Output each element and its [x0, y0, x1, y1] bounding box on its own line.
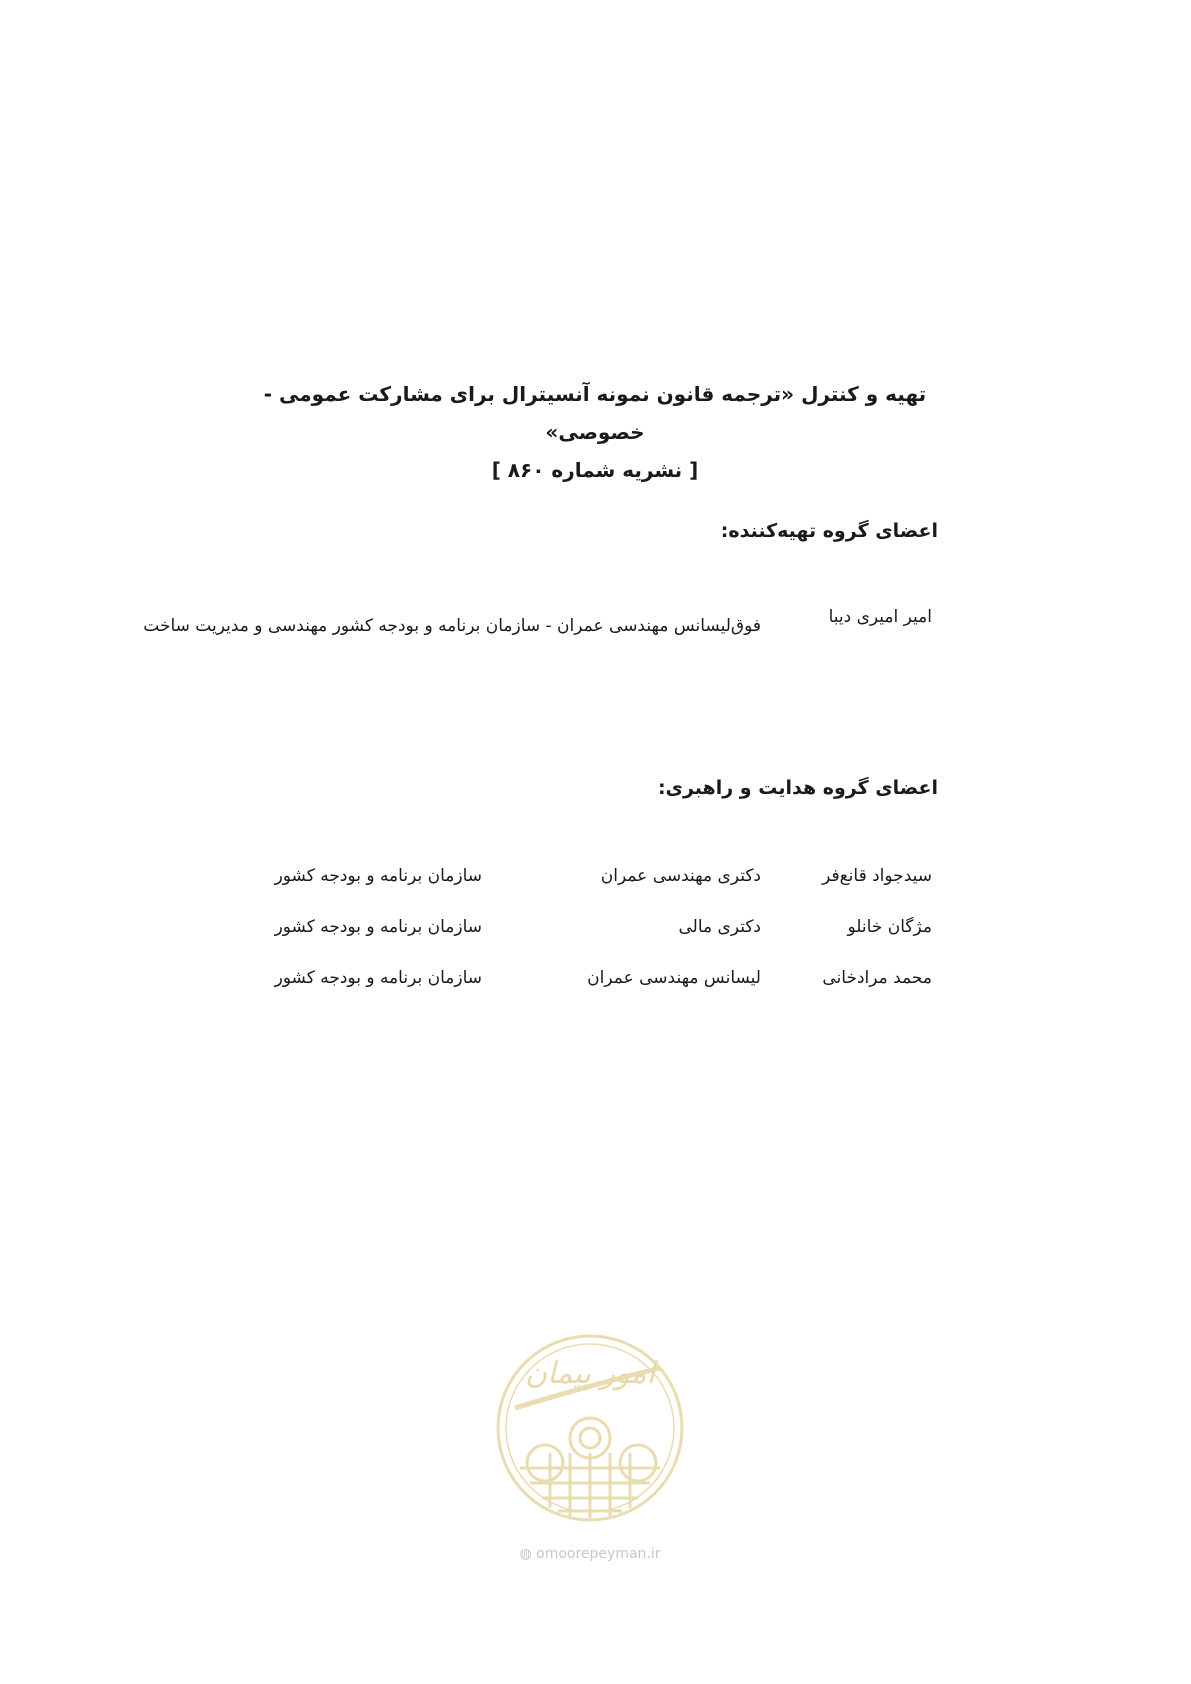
member-degree: لیسانس مهندسی عمران: [587, 968, 761, 988]
guidance-group-heading: اعضای گروه هدایت و راهبری:: [657, 777, 938, 799]
globe-icon: ◍: [519, 1546, 532, 1562]
member-name: سیدجواد قانع‌فر: [822, 866, 932, 886]
preparation-group-heading: اعضای گروه تهیه‌کننده:: [720, 520, 938, 542]
member-organization: سازمان برنامه و بودجه کشور: [274, 968, 482, 988]
member-name: مژگان خانلو: [847, 917, 932, 937]
title-line-1: تهیه و کنترل «ترجمه قانون نمونه آنسیترال برای مشارکت عمومی - خصوصی»: [263, 382, 927, 444]
watermark-site: [490, 1546, 690, 1562]
watermark-logo: [490, 1328, 690, 1568]
watermark-logo-text: امور پیمان: [525, 1356, 655, 1391]
member-organization: سازمان برنامه و بودجه کشور: [274, 917, 482, 937]
member-degree: دکتری مالی: [678, 917, 761, 937]
member-name: امیر امیری دیبا: [828, 607, 932, 627]
watermark-site-text: omoorepeyman.ir: [536, 1546, 661, 1562]
member-organization: سازمان برنامه و بودجه کشور: [274, 866, 482, 886]
member-name: محمد مرادخانی: [822, 968, 932, 988]
member-degree: فوق‌لیسانس مهندسی عمران - سازمان برنامه و بودجه کشور مهندسی و مدیریت ساخت: [143, 616, 761, 636]
title-line-2: [ نشریه شماره ۸۶۰ ]: [491, 458, 699, 482]
document-title: [260, 375, 930, 489]
member-degree: دکتری مهندسی عمران: [600, 866, 761, 886]
